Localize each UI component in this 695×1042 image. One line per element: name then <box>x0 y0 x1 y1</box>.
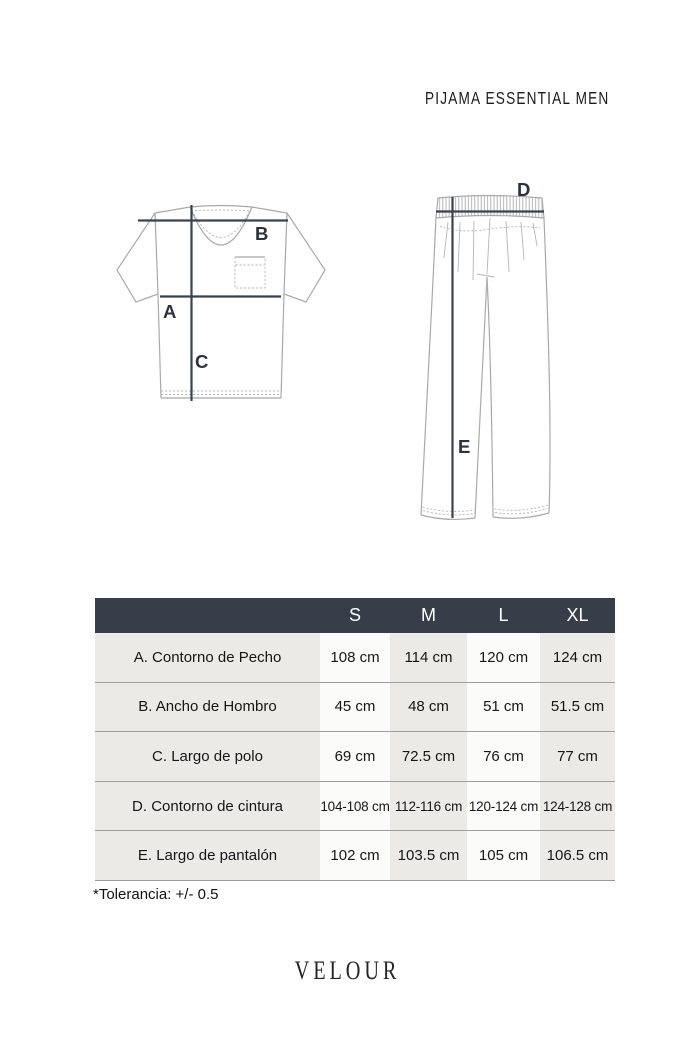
cell-value: 112-116 cm <box>390 782 467 831</box>
table-row-shirt-length <box>95 731 615 781</box>
label-C: C <box>195 351 209 372</box>
col-header-m: M <box>421 605 436 625</box>
cell-value: 105 cm <box>467 831 540 880</box>
tshirt-outline <box>117 206 325 399</box>
cell-value: 69 cm <box>320 732 390 781</box>
header-spacer <box>95 598 320 633</box>
cell-value: 77 cm <box>540 732 615 781</box>
page-title: PIJAMA ESSENTIAL MEN <box>425 88 610 108</box>
tshirt-pocket <box>235 257 265 288</box>
cell-value: 51.5 cm <box>540 683 615 732</box>
row-label: C. Largo de polo <box>95 732 320 781</box>
cell-value: 124-128 cm <box>540 782 615 831</box>
cell-value: 108 cm <box>320 633 390 682</box>
col-header-xl: XL <box>566 605 589 625</box>
cell-value: 124 cm <box>540 633 615 682</box>
table-row-shoulder <box>95 682 615 732</box>
cell-value: 103.5 cm <box>390 831 467 880</box>
row-label: E. Largo de pantalón <box>95 831 320 880</box>
cell-value: 102 cm <box>320 831 390 880</box>
label-D: D <box>517 179 531 200</box>
tshirt-sketch <box>100 180 330 420</box>
cell-value: 106.5 cm <box>540 831 615 880</box>
size-table-header <box>95 598 615 633</box>
table-row-chest <box>95 633 615 682</box>
label-B: B <box>255 223 269 244</box>
row-label: D. Contorno de cintura <box>95 782 320 831</box>
col-header-s: S <box>348 605 361 625</box>
col-header-l: L <box>498 605 509 625</box>
row-label: A. Contorno de Pecho <box>95 633 320 682</box>
cell-value: 114 cm <box>390 633 467 682</box>
size-table <box>95 598 615 881</box>
cell-value: 51 cm <box>467 683 540 732</box>
cell-value: 120-124 cm <box>467 782 540 831</box>
cell-value: 104-108 cm <box>320 782 390 831</box>
cell-value: 120 cm <box>467 633 540 682</box>
cell-value: 45 cm <box>320 683 390 732</box>
cell-value: 48 cm <box>390 683 467 732</box>
cell-value: 76 cm <box>467 732 540 781</box>
table-row-pants-length <box>95 830 615 880</box>
cell-value: 72.5 cm <box>390 732 467 781</box>
label-E: E <box>458 436 471 457</box>
pants-sketch <box>390 170 590 550</box>
row-label: B. Ancho de Hombro <box>95 683 320 732</box>
pants-outline <box>421 218 550 519</box>
label-A: A <box>163 301 177 322</box>
pants-details <box>423 218 549 515</box>
tolerance-note: *Tolerancia: +/- 0.5 <box>93 886 219 903</box>
table-row-waist <box>95 781 615 831</box>
brand-logo: VELOUR <box>294 956 401 985</box>
